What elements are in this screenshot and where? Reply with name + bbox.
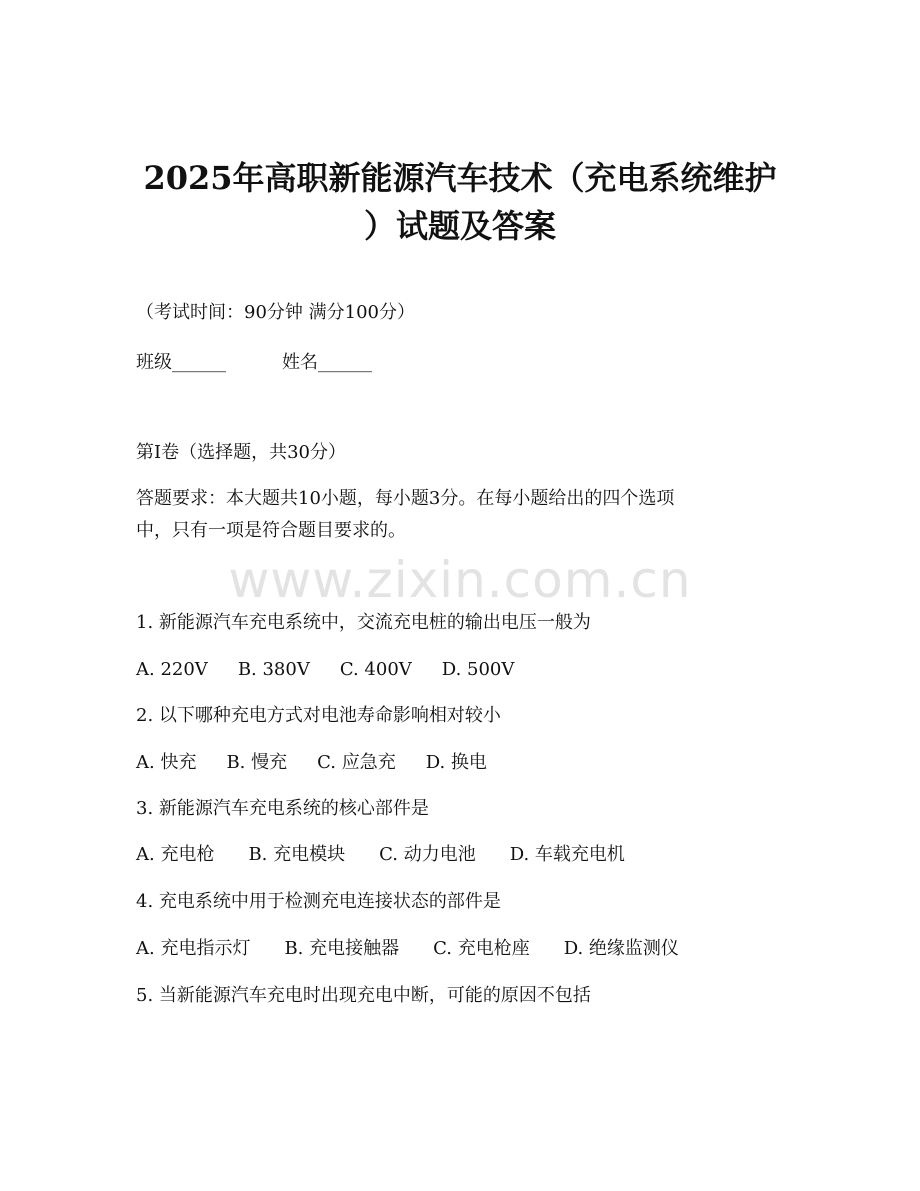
page-title-line-2: ）试题及答案 bbox=[363, 207, 556, 245]
section-heading: 第I卷（选择题，共30分） bbox=[136, 442, 347, 463]
question-stem-5: 5. 当新能源汽车充电时出现充电中断，可能的原因不包括 bbox=[136, 985, 591, 1006]
page-title-line-1: 2025年高职新能源汽车技术（充电系统维护 bbox=[143, 159, 777, 197]
name-field-label: 姓名______ bbox=[282, 352, 372, 373]
option-d: D. 换电 bbox=[425, 752, 487, 773]
option-d: D. 500V bbox=[441, 659, 515, 680]
option-b: B. 380V bbox=[237, 659, 310, 680]
option-b: B. 慢充 bbox=[226, 752, 288, 773]
exam-info: （考试时间：90分钟 满分100分） bbox=[136, 302, 415, 323]
question-options-2 bbox=[136, 750, 487, 776]
option-c: C. 400V bbox=[339, 659, 412, 680]
option-a: A. 充电枪 bbox=[136, 844, 215, 865]
option-a: A. 快充 bbox=[136, 752, 197, 773]
option-d: D. 绝缘监测仪 bbox=[563, 938, 679, 959]
class-field-label: 班级______ bbox=[136, 352, 226, 373]
option-c: C. 动力电池 bbox=[379, 844, 476, 865]
question-stem-2: 2. 以下哪种充电方式对电池寿命影响相对较小 bbox=[136, 705, 501, 726]
question-options-3 bbox=[136, 842, 625, 868]
question-stem-3: 3. 新能源汽车充电系统的核心部件是 bbox=[136, 798, 429, 819]
question-stem-1: 1. 新能源汽车充电系统中，交流充电桩的输出电压一般为 bbox=[136, 612, 591, 633]
instruction-line-2: 中，只有一项是符合题目要求的。 bbox=[136, 520, 406, 541]
option-b: B. 充电接触器 bbox=[284, 938, 400, 959]
watermark: www.zixin.com.cn bbox=[228, 551, 692, 609]
option-d: D. 车载充电机 bbox=[509, 844, 625, 865]
question-options-1 bbox=[136, 657, 514, 683]
student-info bbox=[136, 350, 372, 376]
option-c: C. 充电枪座 bbox=[433, 938, 530, 959]
question-stem-4: 4. 充电系统中用于检测充电连接状态的部件是 bbox=[136, 891, 501, 912]
option-a: A. 充电指示灯 bbox=[136, 938, 251, 959]
option-a: A. 220V bbox=[136, 659, 208, 680]
question-options-4 bbox=[136, 936, 679, 962]
instruction-line-1: 答题要求：本大题共10小题，每小题3分。在每小题给出的四个选项 bbox=[136, 488, 675, 509]
option-c: C. 应急充 bbox=[317, 752, 396, 773]
option-b: B. 充电模块 bbox=[248, 844, 346, 865]
